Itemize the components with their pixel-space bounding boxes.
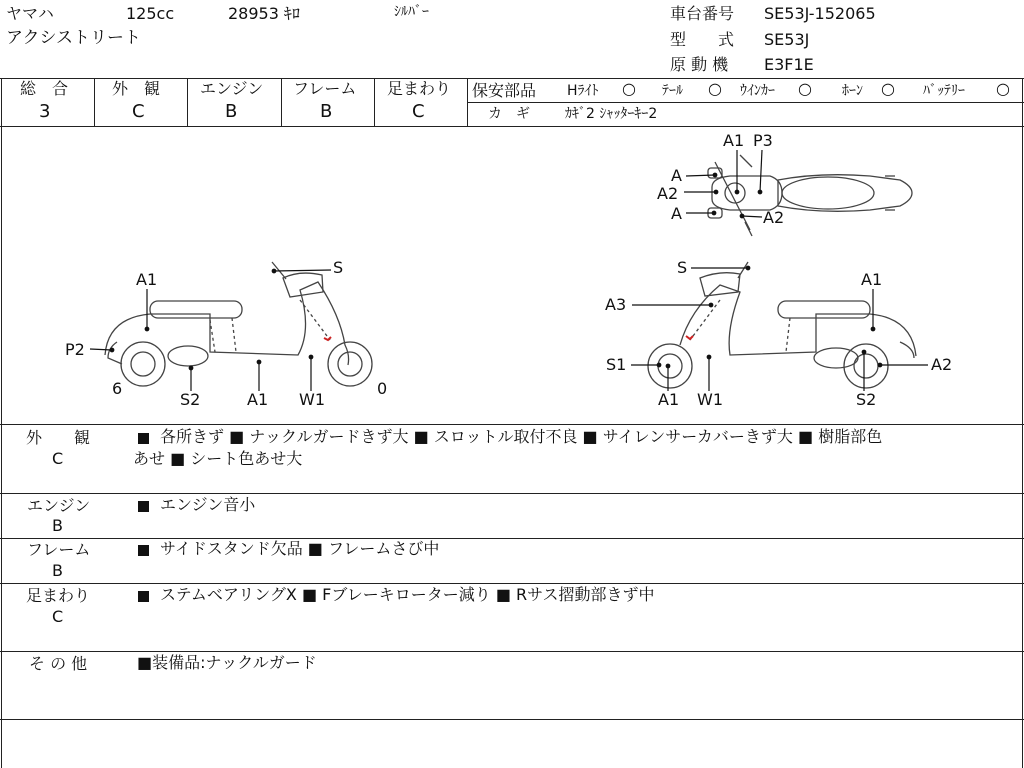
type-value: SE53J xyxy=(764,30,810,49)
top-view-scooter xyxy=(708,155,912,236)
remark-other-text: ■装備品:ナックルガード xyxy=(137,653,317,672)
taillight-status-icon: ○ xyxy=(708,79,722,98)
frame-no: SE53J-152065 xyxy=(764,4,876,23)
suspension-grade-label: 足まわり xyxy=(387,79,452,98)
divider xyxy=(187,78,188,126)
remark-frame-grade: B xyxy=(52,561,63,580)
label-right-s2: S2 xyxy=(856,390,877,409)
divider xyxy=(374,78,375,126)
remark-other-label: そ の 他 xyxy=(29,654,88,673)
key-value: ｶｷﾞ2 ｼｬｯﾀｰｷｰ2 xyxy=(565,106,658,122)
divider xyxy=(0,538,1024,539)
safety-label: 保安部品 xyxy=(472,81,537,100)
label-top-a2-left: A2 xyxy=(657,184,679,203)
label-right-w1: W1 xyxy=(697,390,723,409)
remark-suspension-text: ステムベアリングX ■ Fブレーキローター減り ■ Rサス摺動部きず中 xyxy=(160,585,655,604)
divider xyxy=(94,78,95,126)
headlight-label: Hﾗｲﾄ xyxy=(567,83,599,99)
color: ｼﾙﾊﾞｰ xyxy=(394,4,429,20)
remark-exterior-grade: C xyxy=(52,449,64,468)
battery-status-icon: ○ xyxy=(996,79,1010,98)
engine-grade-label: エンジン xyxy=(200,79,264,98)
engine-label: 原 動 機 xyxy=(670,55,729,74)
battery-label: ﾊﾞｯﾃﾘｰ xyxy=(923,83,965,99)
maker: ヤマハ xyxy=(6,4,54,23)
divider xyxy=(0,424,1024,425)
overall-grade: 3 xyxy=(39,101,51,122)
headlight-status-icon: ○ xyxy=(622,79,636,98)
model-name: アクシストリート xyxy=(6,28,141,48)
winker-label: ｳｲﾝｶｰ xyxy=(740,83,775,99)
frame-grade: B xyxy=(320,101,333,122)
remark-frame-text: サイドスタンド欠品 ■ フレームさび中 xyxy=(160,539,440,558)
divider xyxy=(0,493,1024,494)
red-mark-right xyxy=(686,336,693,339)
overall-label: 総 合 xyxy=(20,79,69,98)
type-label: 型 式 xyxy=(670,30,735,49)
horn-label: ﾎｰﾝ xyxy=(842,83,863,99)
label-right-a2: A2 xyxy=(931,355,953,374)
engine-value: E3F1E xyxy=(764,55,814,74)
frame-grade-label: フレーム xyxy=(293,79,357,98)
remark-engine-grade: B xyxy=(52,516,63,535)
label-left-a1-bottom: A1 xyxy=(247,390,269,409)
label-top-a1: A1 xyxy=(723,131,745,150)
remark-exterior-text-2: あせ ■ シート色あせ大 xyxy=(133,449,303,468)
winker-status-icon: ○ xyxy=(798,79,812,98)
bullet-icon xyxy=(138,433,149,444)
exterior-grade: C xyxy=(132,101,145,122)
key-label: カ ギ xyxy=(488,106,530,122)
bullet-icon xyxy=(138,545,149,556)
engine-grade: B xyxy=(225,101,238,122)
label-left-p2: P2 xyxy=(65,340,85,359)
label-right-a1: A1 xyxy=(861,270,883,289)
label-right-a3: A3 xyxy=(605,295,627,314)
divider xyxy=(467,102,1024,103)
label-left-0: 0 xyxy=(377,379,388,398)
label-left-6: 6 xyxy=(112,379,123,398)
label-top-a-lower: A xyxy=(671,204,682,223)
label-left-s2: S2 xyxy=(180,390,201,409)
displacement: 125cc xyxy=(126,4,175,23)
taillight-label: ﾃｰﾙ xyxy=(662,83,683,99)
remark-engine-label: エンジン xyxy=(27,496,91,515)
remark-engine-text: エンジン音小 xyxy=(160,495,256,514)
divider xyxy=(0,719,1024,720)
horn-status-icon: ○ xyxy=(881,79,895,98)
label-top-p3: P3 xyxy=(753,131,773,150)
mileage: 28953 ｷﾛ xyxy=(228,4,300,23)
divider xyxy=(467,78,468,126)
label-left-a1: A1 xyxy=(136,270,158,289)
remark-exterior-label: 外 観 xyxy=(26,428,91,447)
label-top-a2-right: A2 xyxy=(763,208,785,227)
label-right-a1-bottom: A1 xyxy=(658,390,680,409)
exterior-label: 外 観 xyxy=(112,79,161,98)
frame-no-label: 車台番号 xyxy=(670,4,735,23)
remark-exterior-text: 各所きず ■ ナックルガードきず大 ■ スロットル取付不良 ■ サイレンサーカバーきず大 ■ 樹脂部色 xyxy=(160,427,883,446)
divider xyxy=(281,78,282,126)
remark-suspension-grade: C xyxy=(52,607,64,626)
bullet-icon xyxy=(138,501,149,512)
suspension-grade: C xyxy=(412,101,425,122)
remark-frame-label: フレーム xyxy=(27,540,91,559)
label-left-w1: W1 xyxy=(299,390,325,409)
label-right-s1: S1 xyxy=(606,355,627,374)
label-right-s: S xyxy=(677,258,688,277)
bullet-icon xyxy=(138,591,149,602)
label-left-s: S xyxy=(333,258,344,277)
remark-suspension-label: 足まわり xyxy=(26,586,91,605)
label-top-a-upper: A xyxy=(671,166,682,185)
